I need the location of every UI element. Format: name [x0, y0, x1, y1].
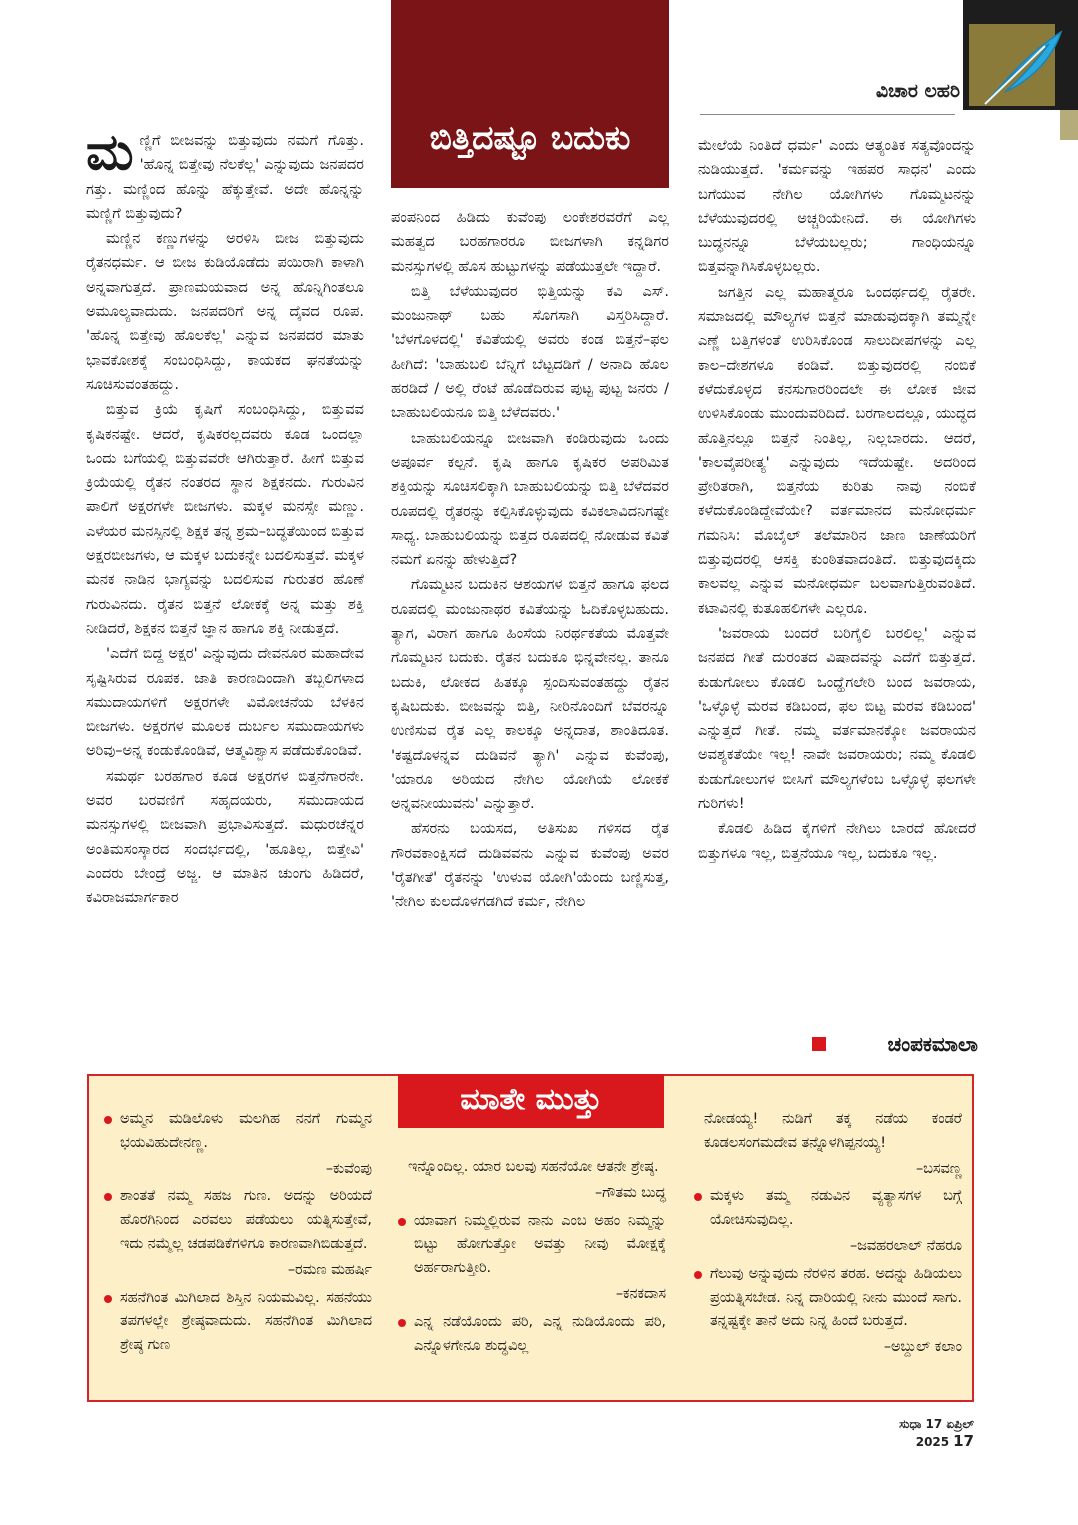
quote-attribution: –ಕನಕದಾಸ: [615, 1285, 666, 1302]
bullet-icon: [398, 1319, 406, 1327]
quotes-column-1: [104, 1108, 372, 1360]
page-footer: [840, 1417, 974, 1450]
page-number: 17: [953, 1432, 974, 1450]
paragraph: ಹೆಸರನು ಬಯಸದ, ಅತಿಸುಖ ಗಳಿಸದ ರೈತ ಗೌರವಕಾಂಕ್ಷಿಸದೆ ದುಡಿವವನು ಎನ್ನುವ ಕುವೆಂಪು ಅವರ 'ರೈತಗೀತೆ' ರೈತನನ್ನು 'ಉಳುವ ಯೋಗಿ'ಯೆಂದು ಬಣ್ಣಿಸುತ್ತ, 'ನೇಗಿಲ ಕುಲದೊಳಗಡಗಿದೆ ಕರ್ಮ, ನೇಗಿಲ: [391, 820, 669, 911]
article-title: ಬಿತ್ತಿದಷ್ಟೂ ಬದುಕು: [429, 118, 631, 157]
paragraph: ಬಿತ್ತುವ ಕ್ರಿಯೆ ಕೃಷಿಗೆ ಸಂಬಂಧಿಸಿದ್ದು, ಬಿತ್ತುವವ ಕೃಷಿಕನಷ್ಟೇ. ಆದರೆ, ಕೃಷಿಕರಲ್ಲದವರು ಕೂಡ ಒಂದಲ್ಲಾ ಒಂದು ಬಗೆಯಲ್ಲಿ ಬಿತ್ತುವವರೇ ಆಗಿರುತ್ತಾರೆ. ಹೀಗೆ ಬಿತ್ತುವ ಕ್ರಿಯೆಯಲ್ಲಿ ರೈತನ ನಂತರದ ಸ್ಥಾನ ಶಿಕ್ಷಕನದು. ಗುರುವಿನ ಪಾಲಿಗೆ ಅಕ್ಷರಗಳೇ ಬೀಜಗಳು. ಮಕ್ಕಳ ಮನಸ್ಸೇ ಮಣ್ಣು. ಎಳೆಯರ ಮನಸ್ಸಿನಲ್ಲಿ ಶಿಕ್ಷಕ ತನ್ನ ಶ್ರಮ–ಬದ್ಧತೆಯಿಂದ ಬಿತ್ತುವ ಅಕ್ಷರಬೀಜಗಳು, ಆ ಮಕ್ಕಳ ಬದುಕನ್ನೇ ಬದಲಿಸುತ್ತವೆ. ಮಕ್ಕಳ ಮನಕ ನಾಡಿನ ಭಾಗ್ಯವನ್ನು ಬದಲಿಸುವ ಗುರುತರ ಹೊಣೆ ಗುರುವಿನದು. ರೈತನ ಬಿತ್ತನೆ ಲೋಕಕ್ಕೆ ಅನ್ನ ಮತ್ತು ಶಕ್ತಿ ನೀಡಿದರೆ, ಶಿಕ್ಷಕನ ಬಿತ್ತನೆ ಜ್ಞಾನ ಹಾಗೂ ಶಕ್ತಿ ನೀಡುತ್ತದೆ.: [86, 401, 364, 637]
quote-text: ಅಮ್ಮನ ಮಡಿಲೊಳು ಮಲಗಿಹ ನನಗೆ ಗುಮ್ಮನ ಭಯವಿಹುದೇನಣ್ಣ.: [120, 1111, 372, 1151]
section-label: ವಿಚಾರ ಲಹರಿ: [875, 80, 960, 102]
bullet-icon: [104, 1116, 112, 1124]
bullet-icon: [104, 1295, 112, 1303]
paragraph: ಗೊಮ್ಮಟನ ಬದುಕಿನ ಆಶಯಗಳ ಬಿತ್ತನೆ ಹಾಗೂ ಫಲದ ರೂಪದಲ್ಲಿ ಮಂಜುನಾಥರ ಕವಿತೆಯನ್ನು ಓದಿಕೊಳ್ಳಬಹುದು. ತ್ಯಾಗ, ವಿರಾಗ ಹಾಗೂ ಹಿಂಸೆಯ ನಿರರ್ಥಕತೆಯ ಮೊತ್ತವೇ ಗೊಮ್ಮಟನ ಬದುಕು. ರೈತನ ಬದುಕೂ ಭಿನ್ನವೇನಲ್ಲ. ತಾನೂ ಬದುಕಿ, ಲೋಕದ ಹಿತಕ್ಕೂ ಸ್ಪಂದಿಸುವಂತಹದ್ದು ರೈತನ ಕೃಷಿಬದುಕು. ಬೀಜವನ್ನು ಬಿತ್ತಿ, ನೀರಿನೊಂದಿಗೆ ಬೆವರನ್ನೂ ಉಣಿಸುವ ರೈತ ಎಲ್ಲ ಕಾಲಕ್ಕೂ ಅನ್ನದಾತ, ಶಾಂತಿದೂತ. 'ಕಷ್ಟದೊಳನ್ನವ ದುಡಿವನೆ ತ್ಯಾಗಿ' ಎನ್ನುವ ಕುವೆಂಪು, 'ಯಾರೂ ಅರಿಯದ ನೇಗಿಲ ಯೋಗಿಯೆ ಲೋಕಕೆ ಅನ್ನವನೀಯುವನು' ಎನ್ನುತ್ತಾರೆ.: [391, 576, 669, 813]
quote-item: [694, 1108, 962, 1156]
quote-text: ಸಹನೆಗಿಂತ ಮಿಗಿಲಾದ ಶಿಸ್ತಿನ ನಿಯಮವಿಲ್ಲ. ಸಹನೆಯು ತಪಗಳಲ್ಲೇ ಶ್ರೇಷ್ಠವಾದುದು. ಸಹನೆಗಿಂತ ಮಿಗಿಲಾದ ಶ್ರೇಷ್ಠ ಗುಣ: [120, 1289, 372, 1354]
paragraph: ಮಣ್ಣಿನ ಕಣ್ಣುಗಳನ್ನು ಅರಳಿಸಿ ಬೀಜ ಬಿತ್ತುವುದು ರೈತನಧರ್ಮ. ಆ ಬೀಜ ಕುಡಿಯೊಡೆದು ಪಯಿರಾಗಿ ಕಾಳಾಗಿ ಅನ್ನವಾಗುತ್ತದೆ. ಪ್ರಾಣಮಯವಾದ ಅನ್ನ ಹೊನ್ನಿಗಿಂತಲೂ ಅಮೂಲ್ಯವಾದುದು. ಜನಪದರಿಗೆ ಅನ್ನ ದೈವದ ರೂಪ. 'ಹೊನ್ನ ಬಿತ್ತೇವು ಹೊಲಕೆಲ್ಲ' ಎನ್ನುವ ಜನಪದರ ಮಾತು ಭಾವಕೋಶಕ್ಕೆ ಸಂಬಂಧಿಸಿದ್ದು, ಕಾಯಕದ ಘನತೆಯನ್ನು ಸೂಚಿಸುವಂತಹದ್ದು.: [86, 230, 364, 393]
paragraph: ಸಮರ್ಥ ಬರಹಗಾರ ಕೂಡ ಅಕ್ಷರಗಳ ಬಿತ್ತನೆಗಾರನೇ. ಅವರ ಬರವಣಿಗೆ ಸಹೃದಯರು, ಸಮುದಾಯದ ಮನಸ್ಸುಗಳಲ್ಲಿ ಬೀಜವಾಗಿ ಪ್ರಭಾವಿಸುತ್ತದೆ. ಮಧುರಚೆನ್ನರ ಅಂತಿಮಸಂಸ್ಕಾರದ ಸಂದರ್ಭದಲ್ಲಿ, 'ಹೂತಿಲ್ಲ, ಬಿತ್ತೇವಿ' ಎಂದರು ಬೇಂದ್ರೆ ಅಜ್ಜ. ಆ ಮಾತಿನ ಚುಂಗು ಹಿಡಿದರೆ, ಕವಿರಾಜಮಾರ್ಗಕಾರ: [86, 767, 364, 907]
article-column-3: [698, 134, 976, 866]
quote-text: ಯಾವಾಗ ನಿಮ್ಮಲ್ಲಿರುವ ನಾನು ಎಂಬ ಅಹಂ ನಿಮ್ಮನ್ನು ಬಿಟ್ಟು ಹೋಗುತ್ತೋ ಅವತ್ತು ನೀವು ಮೋಕ್ಷಕ್ಕೆ ಅರ್ಹರಾಗುತ್ತೀರಿ.: [414, 1212, 666, 1277]
quotes-column-2: [398, 1156, 666, 1360]
paragraph: ಬಿತ್ತಿ ಬೆಳೆಯುವುದರ ಭಿತ್ತಿಯನ್ನು ಕವಿ ಎಸ್. ಮಂಜುನಾಥ್ ಬಹು ಸೊಗಸಾಗಿ ವಿಸ್ತರಿಸಿದ್ದಾರೆ. 'ಬೆಳಗೊಳದಲ್ಲಿ' ಕವಿತೆಯಲ್ಲಿ ಅವರು ಕಂಡ ಬಿತ್ತನೆ–ಫಲ ಹೀಗಿದೆ: 'ಬಾಹುಬಲಿ ಬೆನ್ನಿಗೆ ಬೆಟ್ಟದಡಿಗೆ / ಅನಾದಿ ಹೊಲ ಹರಡಿದೆ / ಅಲ್ಲಿ ರೆಂಟೆ ಹೊಡೆದಿರುವ ಪುಟ್ಟ ಪುಟ್ಟ ಜನರು / ಬಾಹುಬಲಿಯನೂ ಬಿತ್ತಿ ಬೆಳೆದವರು.': [391, 282, 669, 422]
quote-item: [398, 1156, 666, 1180]
quote-attribution: –ಅಬ್ದುಲ್ ಕಲಾಂ: [883, 1339, 962, 1356]
bullet-icon: [104, 1193, 112, 1201]
paragraph: [86, 123, 364, 226]
paragraph: ಮೇಲೆಯೆ ನಿಂತಿದೆ ಧರ್ಮ' ಎಂದು ಆತ್ಯಂತಿಕ ಸತ್ಯವೊಂದನ್ನು ನುಡಿಯುತ್ತದೆ. 'ಕರ್ಮವನ್ನು ಇಹಪರ ಸಾಧನ' ಎಂದು ಬಗೆಯುವ ನೇಗಿಲ ಯೋಗಿಗಳು ಗೊಮ್ಮಟನನ್ನು ಬೆಳೆಯುವುದರಲ್ಲಿ ಅಚ್ಚರಿಯೇನಿದೆ. ಈ ಯೋಗಿಗಳು ಬುದ್ಧನನ್ನೂ ಬೆಳೆಯಬಲ್ಲರು; ಗಾಂಧಿಯನ್ನೂ ಬಿತ್ತವನ್ನಾಗಿಸಿಕೊಳ್ಳಬಲ್ಲರು.: [698, 137, 976, 276]
paragraph: 'ಎದೆಗೆ ಬಿದ್ದ ಅಕ್ಷರ' ಎನ್ನುವುದು ದೇವನೂರ ಮಹಾದೇವ ಸೃಷ್ಟಿಸಿರುವ ರೂಪಕ. ಜಾತಿ ಕಾರಣದಿಂದಾಗಿ ತಬ್ಬಲಿಗಳಾದ ಸಮುದಾಯಗಳಿಗೆ ಅಕ್ಷರಗಳೇ ವಿಮೋಚನೆಯ ಬೆಳಕಿನ ಬೀಜಗಳು. ಅಕ್ಷರಗಳ ಮೂಲಕ ದುರ್ಬಲ ಸಮುದಾಯಗಳು ಅರಿವು–ಅನ್ನ ಕಂಡುಕೊಂಡಿವೆ, ಆತ್ಮವಿಶ್ವಾಸ ಪಡೆದುಕೊಂಡಿವೆ.: [86, 645, 364, 760]
quote-item: [398, 1311, 666, 1359]
quote-item: [104, 1185, 372, 1256]
quote-item: [694, 1185, 962, 1233]
quote-text: ಮಕ್ಕಳು ತಮ್ಮ ನಡುವಿನ ವ್ಯತ್ಯಾಸಗಳ ಬಗ್ಗೆ ಯೋಚಿಸುವುದಿಲ್ಲ.: [710, 1188, 962, 1229]
paragraph: ಕೊಡಲಿ ಹಿಡಿದ ಕೈಗಳಿಗೆ ನೇಗಿಲು ಬಾರದೆ ಹೋದರೆ ಬಿತ್ತುಗಳೂ ಇಲ್ಲ, ಬಿತ್ತನೆಯೂ ಇಲ್ಲ, ಬದುಕೂ ಇಲ್ಲ.: [698, 820, 976, 862]
quote-attribution: –ಕುವೆಂಪು: [325, 1160, 372, 1177]
paragraph-text: ಣ್ಣಿಗೆ ಬೀಜವನ್ನು ಬಿತ್ತುವುದು ನಮಗೆ ಗೊತ್ತು. 'ಹೊನ್ನ ಬಿತ್ತೇವು ನೆಲಕೆಲ್ಲ' ಎನ್ನುವುದು ಜನಪದರ ಗತ್ತು. ಮಣ್ಣಿಂದ ಹೊನ್ನು ಹೆಕ್ಕುತ್ತೇವೆ. ಅದೇ ಹೊನ್ನನ್ನು ಮಣ್ಣಿಗೆ ಬಿತ್ತುವುದು?: [86, 132, 364, 222]
bullet-icon: [694, 1271, 702, 1279]
quote-item: [398, 1210, 666, 1281]
quote-text: ಎನ್ನ ನಡೆಯೊಂದು ಪರಿ, ಎನ್ನ ನುಡಿಯೊಂದು ಪರಿ, ಎನ್ನೊಳಗೇನೂ ಶುದ್ಧವಿಲ್ಲ: [414, 1313, 666, 1354]
quote-item: [694, 1263, 962, 1334]
header-divider: [700, 114, 955, 115]
quote-text: ಗೆಲುವು ಅನ್ನುವುದು ನೆರಳಿನ ತರಹ. ಅದನ್ನು ಹಿಡಿಯಲು ಪ್ರಯತ್ನಿಸಬೇಡ. ನಿನ್ನ ದಾರಿಯಲ್ಲಿ ನೀನು ಮುಂದೆ ಸಾಗು. ತನ್ನಷ್ಟಕ್ಕೇ ತಾನೆ ಅದು ನಿನ್ನ ಹಿಂದೆ ಬರುತ್ತದೆ.: [710, 1265, 962, 1330]
title-banner: [391, 0, 669, 188]
quote-attribution: –ಜವಹರಲಾಲ್ ನೆಹರೂ: [849, 1237, 962, 1254]
quote-text: ನೋಡಯ್ಯ! ನುಡಿಗೆ ತಕ್ಕ ನಡೆಯ ಕಂಡರೆ ಕೂಡಲಸಂಗಮದೇವ ತನ್ನೊಳಗಿಪ್ಪನಯ್ಯ!: [704, 1111, 962, 1151]
quote-item: [104, 1287, 372, 1358]
quotes-column-3: [694, 1108, 962, 1364]
quote-attribution: –ರಮಣ ಮಹರ್ಷಿ: [287, 1261, 372, 1278]
quote-item: [104, 1108, 372, 1156]
quill-feather-icon: [975, 26, 1065, 108]
quote-text: ಶಾಂತತೆ ನಮ್ಮ ಸಹಜ ಗುಣ. ಅದನ್ನು ಅರಿಯದೆ ಹೊರಗಿನಿಂದ ಎರವಲು ಪಡೆಯಲು ಯತ್ನಿಸುತ್ತೇವೆ, ಇದು ನಮ್ಮೆಲ್ಲ ಚಡಪಡಿಕೆಗಳಿಗೂ ಕಾರಣವಾಗಿಬಿಡುತ್ತದೆ.: [120, 1188, 372, 1252]
bullet-icon: [398, 1218, 406, 1226]
bullet-icon: [694, 1193, 702, 1201]
paragraph: ಪಂಪನಿಂದ ಹಿಡಿದು ಕುವೆಂಪು ಲಂಕೇಶರವರೆಗೆ ಎಲ್ಲ ಮಹತ್ವದ ಬರಹಗಾರರೂ ಬೀಜಗಳಾಗಿ ಕನ್ನಡಿಗರ ಮನಸ್ಸುಗಳಲ್ಲಿ ಹೊಸ ಹುಟ್ಟುಗಳನ್ನು ಪಡೆಯುತ್ತಲೇ ಇದ್ದಾರೆ.: [391, 209, 669, 275]
quote-text: ಇನ್ನೊಂದಿಲ್ಲ. ಯಾರ ಬಲವು ಸಹನೆಯೋ ಆತನೇ ಶ್ರೇಷ್ಠ.: [408, 1159, 659, 1175]
paragraph: 'ಜವರಾಯ ಬಂದರೆ ಬರಿಗೈಲಿ ಬರಲಿಲ್ಲ' ಎನ್ನುವ ಜನಪದ ಗೀತೆ ದುರಂತದ ವಿಷಾದವನ್ನು ಎದೆಗೆ ಬಿತ್ತುತ್ತದೆ. ಕುಡುಗೋಲು ಕೊಡಲಿ ಒಂದ್ಹೆಗಲೇರಿ ಬಂದ ಜವರಾಯ, 'ಒಳ್ಳೊಳ್ಳೆ ಮರವ ಕಡಿಬಂದ, ಫಲ ಬಿಟ್ಟ ಮರವ ಕಡಿಬಂದ' ಎನ್ನುತ್ತದೆ ಗೀತೆ. ನಮ್ಮ ವರ್ತಮಾನಕ್ಕೋ ಜವರಾಯನ ಅವಶ್ಯಕತೆಯೇ ಇಲ್ಲ! ನಾವೇ ಜವರಾಯರು; ನಮ್ಮ ಕೊಡಲಿ ಕುಡುಗೋಲುಗಳ ಬೀಸಿಗೆ ಮೌಲ್ಯಗಳೆಂಬ ಒಳ್ಳೊಳ್ಳೆ ಫಲಗಳೇ ಗುರಿಗಳು!: [698, 624, 976, 813]
article-column-1: [86, 123, 364, 911]
quote-attribution: –ಬಸವಣ್ಣ: [915, 1160, 962, 1177]
paragraph: ಜಗತ್ತಿನ ಎಲ್ಲ ಮಹಾತ್ಮರೂ ಒಂದರ್ಥದಲ್ಲಿ ರೈತರೇ. ಸಮಾಜದಲ್ಲಿ ಮೌಲ್ಯಗಳ ಬಿತ್ತನೆ ಮಾಡುವುದಕ್ಕಾಗಿ ತಮ್ಮನ್ನೇ ಎಣ್ಣೆ ಬತ್ತಿಗಳಂತೆ ಉರಿಸಿಕೊಂಡ ಸಾಲುದೀಪಗಳನ್ನು ಎಲ್ಲ ಕಾಲ–ದೇಶಗಳೂ ಕಂಡಿವೆ. ಬಿತ್ತುವುದರಲ್ಲಿ ನಂಬಿಕೆ ಕಳೆದುಕೊಳ್ಳದ ಕನಸುಗಾರರಿಂದಲೇ ಈ ಲೋಕ ಜೀವ ಉಳಿಸಿಕೊಂಡು ಮುಂದುವರಿದಿದೆ. ಬರಗಾಲದಲ್ಲೂ, ಯುದ್ಧದ ಹೊತ್ತಿನಲ್ಲೂ ಬಿತ್ತನೆ ನಿಂತಿಲ್ಲ, ನಿಲ್ಲಬಾರದು. ಆದರೆ, 'ಕಾಲವೈಪರೀತ್ಯ' ಎನ್ನುವುದು ಇದೆಯಷ್ಟೇ. ಅದರಿಂದ ಪ್ರೇರಿತರಾಗಿ, ಬಿತ್ತನೆಯ ಕುರಿತು ನಾವು ನಂಬಿಕೆ ಕಳೆದುಕೊಂಡಿದ್ದೇವೆಯೇ? ವರ್ತಮಾನದ ಮನೋಧರ್ಮ ಗಮನಿಸಿ: ಮೊಬೈಲ್ ತಲೆಮಾರಿನ ಜಾಣ ಜಾಣೆಯರಿಗೆ ಬಿತ್ತುವುದರಲ್ಲಿ ಆಸಕ್ತಿ ಕುಂಠಿತವಾದಂತಿದೆ. ಬಿತ್ತುವುದಕ್ಕಿದು ಕಾಲವಲ್ಲ ಎನ್ನುವ ಮನೋಧರ್ಮ ಬಲವಾಗುತ್ತಿರುವಂತಿದೆ. ಕಟಾವಿನಲ್ಲಿ ಕುತೂಹಲಿಗಳೇ ಎಲ್ಲರೂ.: [698, 283, 976, 617]
paragraph: ಬಾಹುಬಲಿಯನ್ನೂ ಬೀಜವಾಗಿ ಕಂಡಿರುವುದು ಒಂದು ಅಪೂರ್ವ ಕಲ್ಪನೆ. ಕೃಷಿ ಹಾಗೂ ಕೃಷಿಕರ ಅಪರಿಮಿತ ಶಕ್ತಿಯನ್ನು ಸೂಚಿಸಲಿಕ್ಕಾಗಿ ಬಾಹುಬಲಿಯನ್ನು ಬಿತ್ತಿ ಬೆಳೆದವರ ರೂಪದಲ್ಲಿ ರೈತರನ್ನು ಕಲ್ಪಿಸಿಕೊಳ್ಳುವುದು ಕವಿಕಲಾವಿದನಿಗಷ್ಟೇ ಸಾಧ್ಯ. ಬಾಹುಬಲಿಯನ್ನು ಬಿತ್ತದ ರೂಪದಲ್ಲಿ ನೋಡುವ ಕವಿತೆ ನಮಗೆ ಏನನ್ನು ಹೇಳುತ್ತಿದೆ?: [391, 429, 669, 569]
article-column-2: [391, 206, 669, 915]
author-name: ಚಂಪಕಮಾಲಾ: [887, 1032, 978, 1056]
publication-date: ಸುಧಾ 17 ಏಪ್ರಿಲ್ 2025: [899, 1417, 974, 1449]
quote-attribution: –ಗೌತಮ ಬುದ್ಧ: [594, 1184, 666, 1201]
quotes-title: ಮಾತೇ ಮುತ್ತು: [460, 1082, 602, 1117]
drop-cap: ಮ: [86, 123, 134, 181]
